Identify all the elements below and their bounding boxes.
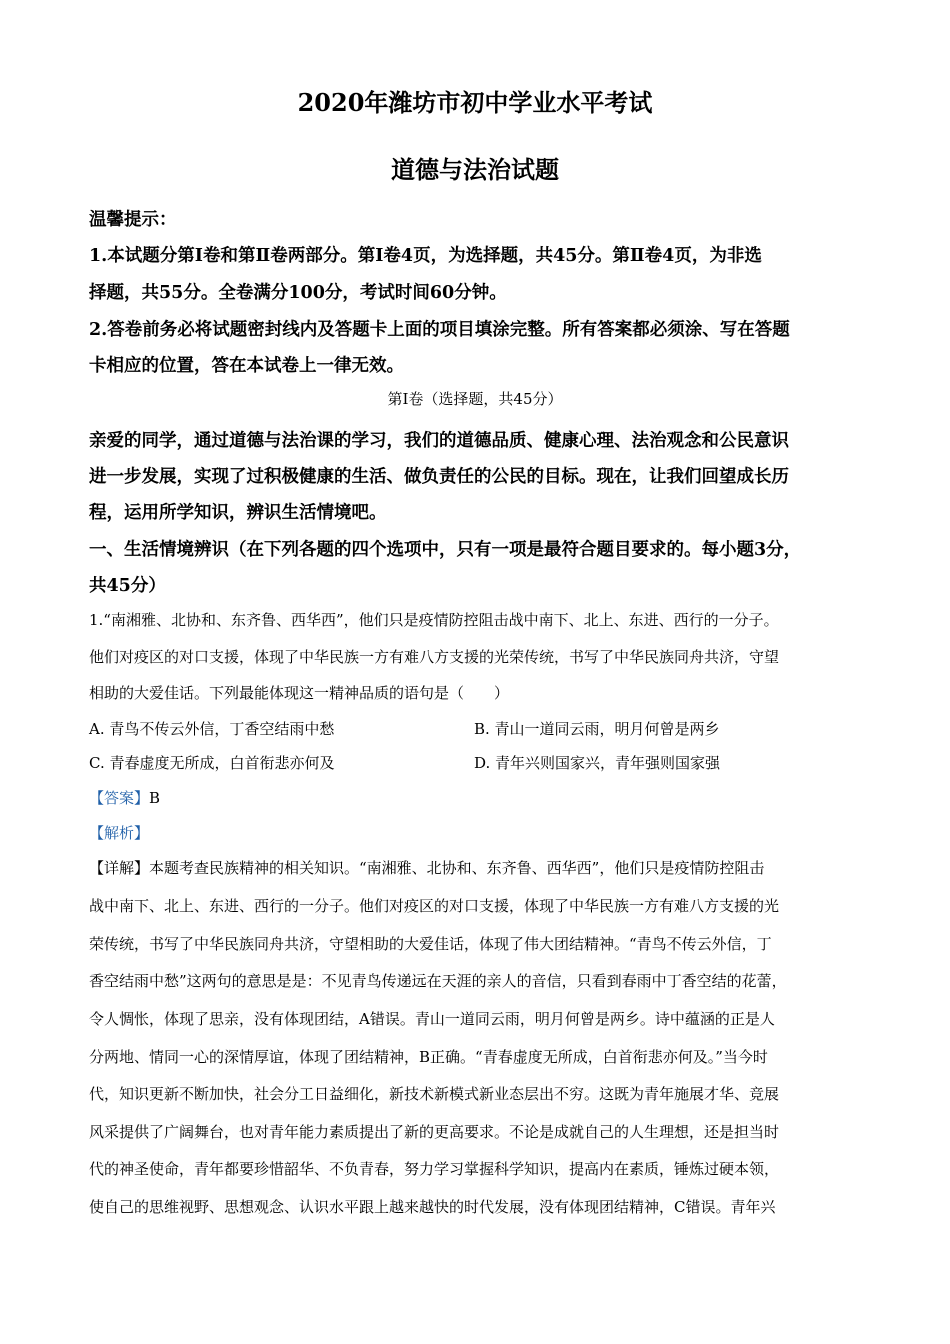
detail-line: 战中南下、北上、东进、西行的一分子。他们对疫区的对口支援，体现了中华民族一方有难八方支援的光 <box>89 897 780 915</box>
notice-line: 择题，共55分。全卷满分100分，考试时间60分钟。 <box>89 283 507 303</box>
part-title: 第Ⅰ卷（选择题，共45分） <box>387 390 563 408</box>
exam-subtitle: 道德与法治试题 <box>391 155 559 184</box>
exam-title: 2020年潍坊市初中学业水平考试 <box>297 88 653 117</box>
answer-label: 【答案】 <box>89 789 150 807</box>
question-line: 1.“南湘雅、北协和、东齐鲁、西华西”，他们只是疫情防控阻击战中南下、北上、东进、西行的一分子。 <box>89 611 779 629</box>
intro-line: 亲爱的同学，通过道德与法治课的学习，我们的道德品质、健康心理、法治观念和公民意识 <box>89 431 789 451</box>
detail-line: 风采提供了广阔舞台，也对青年能力素质提出了新的更高要求。不论是成就自己的人生理想，还是担当时 <box>89 1123 780 1141</box>
question-line: 相助的大爱佳话。下列最能体现这一精神品质的语句是（ ） <box>89 684 510 702</box>
option-a: A. 青鸟不传云外信，丁香空结雨中愁 <box>89 720 335 738</box>
notice-line: 2.答卷前务必将试题密封线内及答题卡上面的项目填涂完整。所有答案都必须涂、写在答题 <box>89 320 790 340</box>
option-d: D. 青年兴则国家兴，青年强则国家强 <box>474 754 721 772</box>
detail-line: 代，知识更新不断加快，社会分工日益细化，新技术新模式新业态层出不穷。这既为青年施展才华、竞展 <box>89 1085 780 1103</box>
intro-line: 进一步发展，实现了过积极健康的生活、做负责任的公民的目标。现在，让我们回望成长历 <box>89 467 789 487</box>
detail-line: 分两地、情同一心的深情厚谊，体现了团结精神，B正确。“青春虚度无所成，白首衔悲亦何及。”当今时 <box>89 1048 768 1066</box>
option-c: C. 青春虚度无所成，白首衔悲亦何及 <box>89 754 335 772</box>
detail-line: 荣传统，书写了中华民族同舟共济，守望相助的大爱佳话，体现了伟大团结精神。“青鸟不传云外信，丁 <box>89 935 772 953</box>
intro-line: 程，运用所学知识，辨识生活情境吧。 <box>89 503 387 523</box>
option-b: B. 青山一道同云雨，明月何曾是两乡 <box>474 720 720 738</box>
section-heading: 一、生活情境辨识（在下列各题的四个选项中，只有一项是最符合题目要求的。每小题3分， <box>89 540 802 560</box>
notice-line: 1.本试题分第Ⅰ卷和第Ⅱ卷两部分。第Ⅰ卷4页，为选择题，共45分。第Ⅱ卷4页，为非选 <box>89 246 762 266</box>
detail-line: 【详解】本题考查民族精神的相关知识。“南湘雅、北协和、东齐鲁、西华西”，他们只是疫情防控阻击 <box>89 859 765 877</box>
section-heading: 共45分） <box>89 576 166 596</box>
detail-line: 使自己的思维视野、思想观念、认识水平跟上越来越快的时代发展，没有体现团结精神，C错误。青年兴 <box>89 1198 776 1216</box>
answer <box>89 787 160 808</box>
notice-heading: 温馨提示： <box>89 210 177 230</box>
analysis-label: 【解析】 <box>89 824 150 842</box>
question-line: 他们对疫区的对口支援，体现了中华民族一方有难八方支援的光荣传统，书写了中华民族同舟共济，守望 <box>89 648 780 666</box>
detail-line: 香空结雨中愁”这两句的意思是是：不见青鸟传递远在天涯的亲人的音信，只看到春雨中丁香空结的花蕾， <box>89 972 787 990</box>
answer-value: B <box>149 789 161 807</box>
notice-line: 卡相应的位置，答在本试卷上一律无效。 <box>89 356 404 376</box>
detail-line: 令人惆怅，体现了思亲，没有体现团结，A错误。青山一道同云雨，明月何曾是两乡。诗中蕴涵的正是人 <box>89 1010 775 1028</box>
detail-line: 代的神圣使命，青年都要珍惜韶华、不负青春，努力学习掌握科学知识，提高内在素质，锤炼过硬本领， <box>89 1160 780 1178</box>
